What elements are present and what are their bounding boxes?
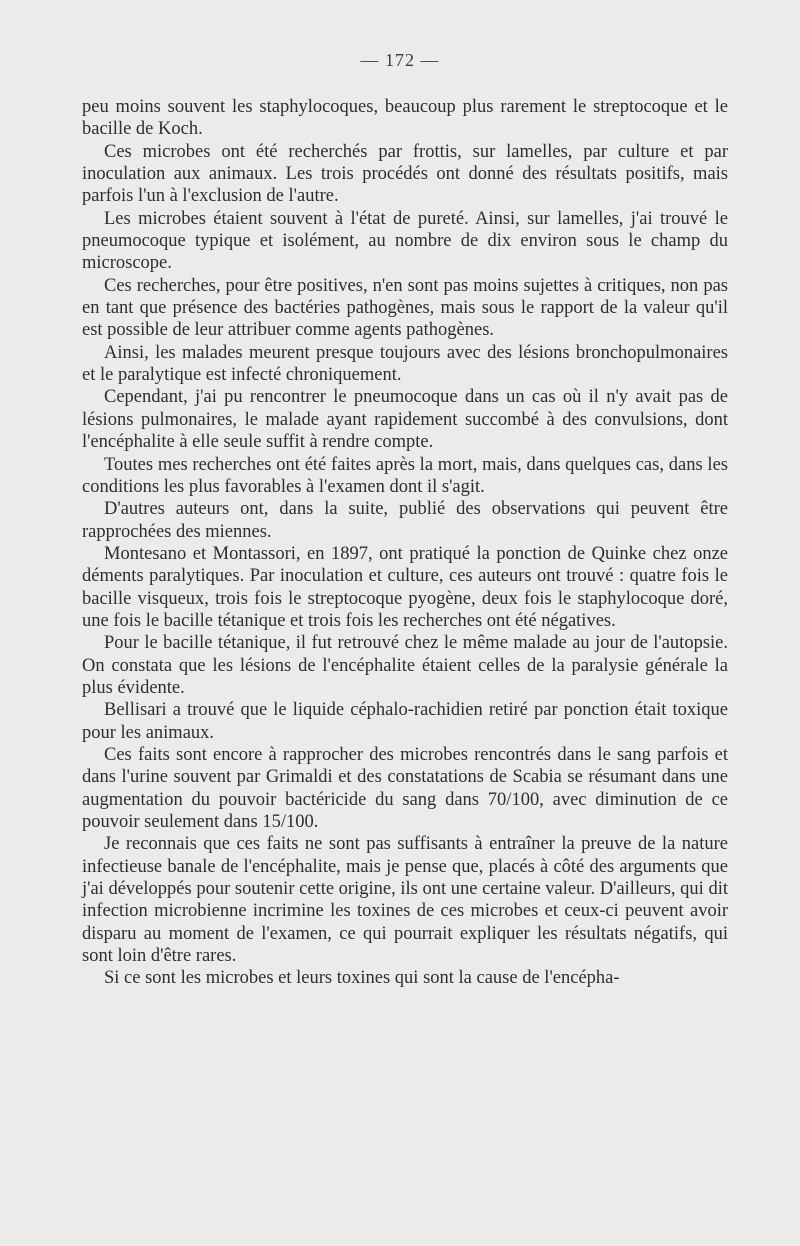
paragraph: Cependant, j'ai pu rencontrer le pneumocoque dans un cas où il n'y avait pas de lésions pulmonaires, le malade ayant rapidement succombé à des convulsions, dont l'encéphalite à elle seule suffit à rendre compte. (82, 387, 728, 453)
paragraph: Les microbes étaient souvent à l'état de pureté. Ainsi, sur lamelles, j'ai trouvé le pneumocoque typique et isolément, au nombre de dix environ sous le champ du microscope. (82, 208, 728, 274)
paragraph: Ces faits sont encore à rapprocher des microbes rencontrés dans le sang parfois et dans l'urine souvent par Grimaldi et des constatations de Scabia se résumant dans une augmentation du pouvoir bactéricide du sang dans 70/100, avec diminution de ce pouvoir seulement dans 15/100. (82, 744, 728, 832)
paragraph: Montesano et Montassori, en 1897, ont pratiqué la ponction de Quinke chez onze déments paralytiques. Par inoculation et culture, ces auteurs ont trouvé : quatre fois le bacille visqueux, trois fois le streptocoque pyogène, deux fois le staphylocoque doré, une fois le bacille tétanique et trois fois les recherches ont été négatives. (82, 543, 728, 631)
paragraph: D'autres auteurs ont, dans la suite, publié des observations qui peuvent être rapprochées des miennes. (82, 499, 728, 542)
paragraph: Pour le bacille tétanique, il fut retrouvé chez le même malade au jour de l'autopsie. On constata que les lésions de l'encéphalite étaient celles de la paralysie générale la plus évidente. (82, 633, 728, 698)
paragraph: Toutes mes recherches ont été faites après la mort, mais, dans quelques cas, dans les conditions les plus favorables à l'examen dont il s'agit. (82, 454, 728, 497)
paragraph: Bellisari a trouvé que le liquide céphalo-rachidien retiré par ponction était toxique pour les animaux. (82, 700, 728, 743)
paragraph: Ces microbes ont été recherchés par frottis, sur lamelles, par culture et par inoculation aux animaux. Les trois procédés ont donné des résultats positifs, mais parfois l'un à l'exclusion de l'autre. (82, 141, 728, 207)
paragraph: peu moins souvent les staphylocoques, beaucoup plus rarement le streptocoque et le bacille de Koch. (82, 97, 728, 140)
body-text (82, 96, 728, 990)
page-number: — 172 — (360, 50, 440, 70)
paragraph: Je reconnais que ces faits ne sont pas suffisants à entraîner la preuve de la nature infectieuse banale de l'encéphalite, mais je pense que, placés à côté des arguments que j'ai développés pour soutenir cette origine, ils ont une certaine valeur. D'ailleurs, qui dit infection microbienne incrimine les toxines de ces microbes et ceux-ci peuvent avoir disparu au moment de l'examen, ce qui pourrait expliquer les résultats négatifs, qui sont loin d'être rares. (82, 834, 728, 967)
paragraph: Ces recherches, pour être positives, n'en sont pas moins sujettes à critiques, non pas en tant que présence des bactéries pathogènes, mais sous le rapport de la valeur qu'il est possible de leur attribuer comme agents pathogènes. (82, 275, 728, 341)
paragraph: Ainsi, les malades meurent presque toujours avec des lésions bronchopulmonaires et le paralytique est infecté chroniquement. (82, 342, 728, 386)
paragraph: Si ce sont les microbes et leurs toxines qui sont la cause de l'encépha- (104, 968, 620, 989)
